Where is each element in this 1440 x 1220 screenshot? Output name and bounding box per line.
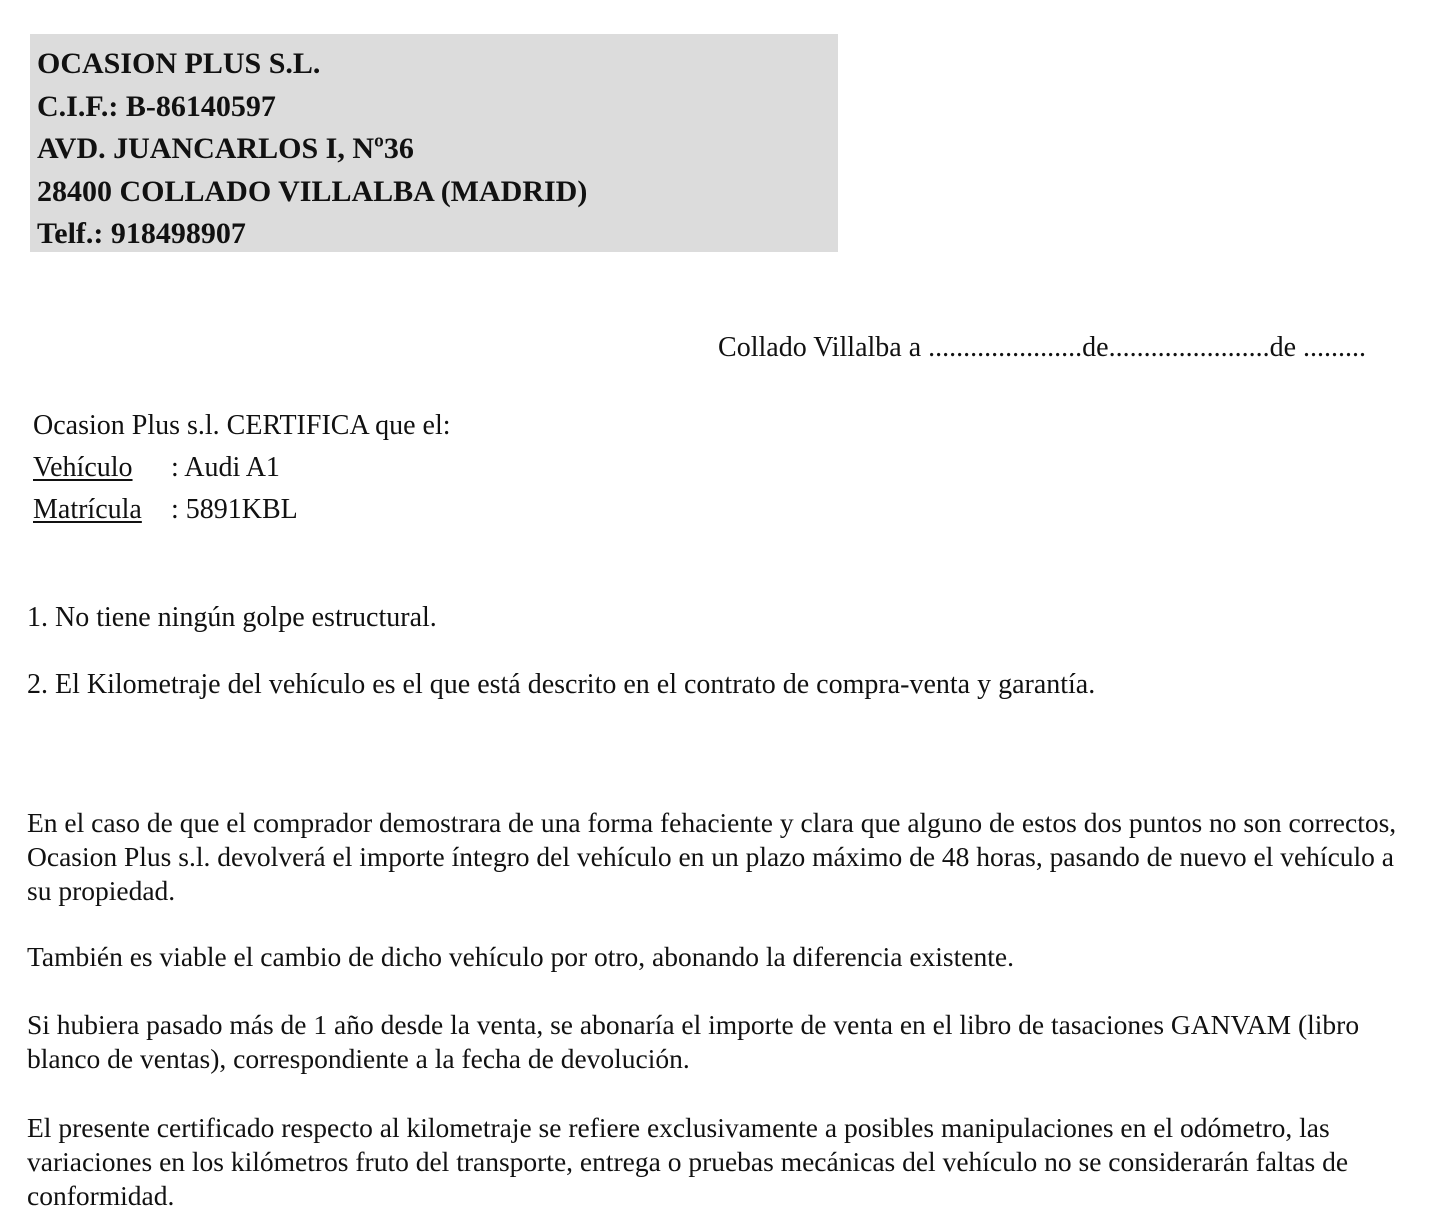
paragraph-refund: En el caso de que el comprador demostrara de una forma fehaciente y clara que alguno de estos dos puntos no son correctos, Ocasion Plus s.l. devolverá el importe íntegro del vehículo en un plazo máximo de 48 horas, pasando de nuevo el vehículo a su propiedad.: [27, 807, 1397, 906]
vehicle-value: : Audi A1: [171, 452, 280, 483]
company-cif: C.I.F.: B-86140597: [37, 89, 276, 123]
paragraph-exchange: También es viable el cambio de dicho vehículo por otro, abonando la diferencia existente.: [27, 941, 1014, 972]
plate-label: Matrícula: [33, 494, 142, 525]
place-date-line: Collado Villalba a ......................de.......................de .........: [718, 332, 1366, 363]
company-phone: Telf.: 918498907: [37, 217, 246, 250]
paragraph-odometer: El presente certificado respecto al kilometraje se refiere exclusivamente a posibles manipulaciones en el odómetro, las variaciones en los kilómetros fruto del transporte, entrega o pruebas mecánicas del vehículo no se considerarán faltas de conformidad.: [27, 1112, 1349, 1211]
vehicle-label: Vehículo: [33, 452, 133, 483]
plate-value: : 5891KBL: [171, 494, 298, 525]
paragraph-ganvam: Si hubiera pasado más de 1 año desde la venta, se abonaría el importe de venta en el libro de tasaciones GANVAM (libro blanco de ventas), correspondiente a la fecha de devolución.: [27, 1009, 1360, 1074]
certification-intro: Ocasion Plus s.l. CERTIFICA que el:: [33, 410, 451, 441]
plate-row: [33, 494, 298, 526]
point-mileage: 2. El Kilometraje del vehículo es el que está descrito en el contrato de compra-venta y garantía.: [27, 669, 1096, 700]
company-address: AVD. JUANCARLOS I, Nº36: [37, 132, 414, 165]
point-structural: 1. No tiene ningún golpe estructural.: [27, 602, 437, 633]
company-header-box: [30, 34, 838, 252]
company-name: OCASION PLUS S.L.: [37, 47, 321, 80]
company-city: 28400 COLLADO VILLALBA (MADRID): [37, 174, 588, 208]
vehicle-row: [33, 452, 280, 484]
